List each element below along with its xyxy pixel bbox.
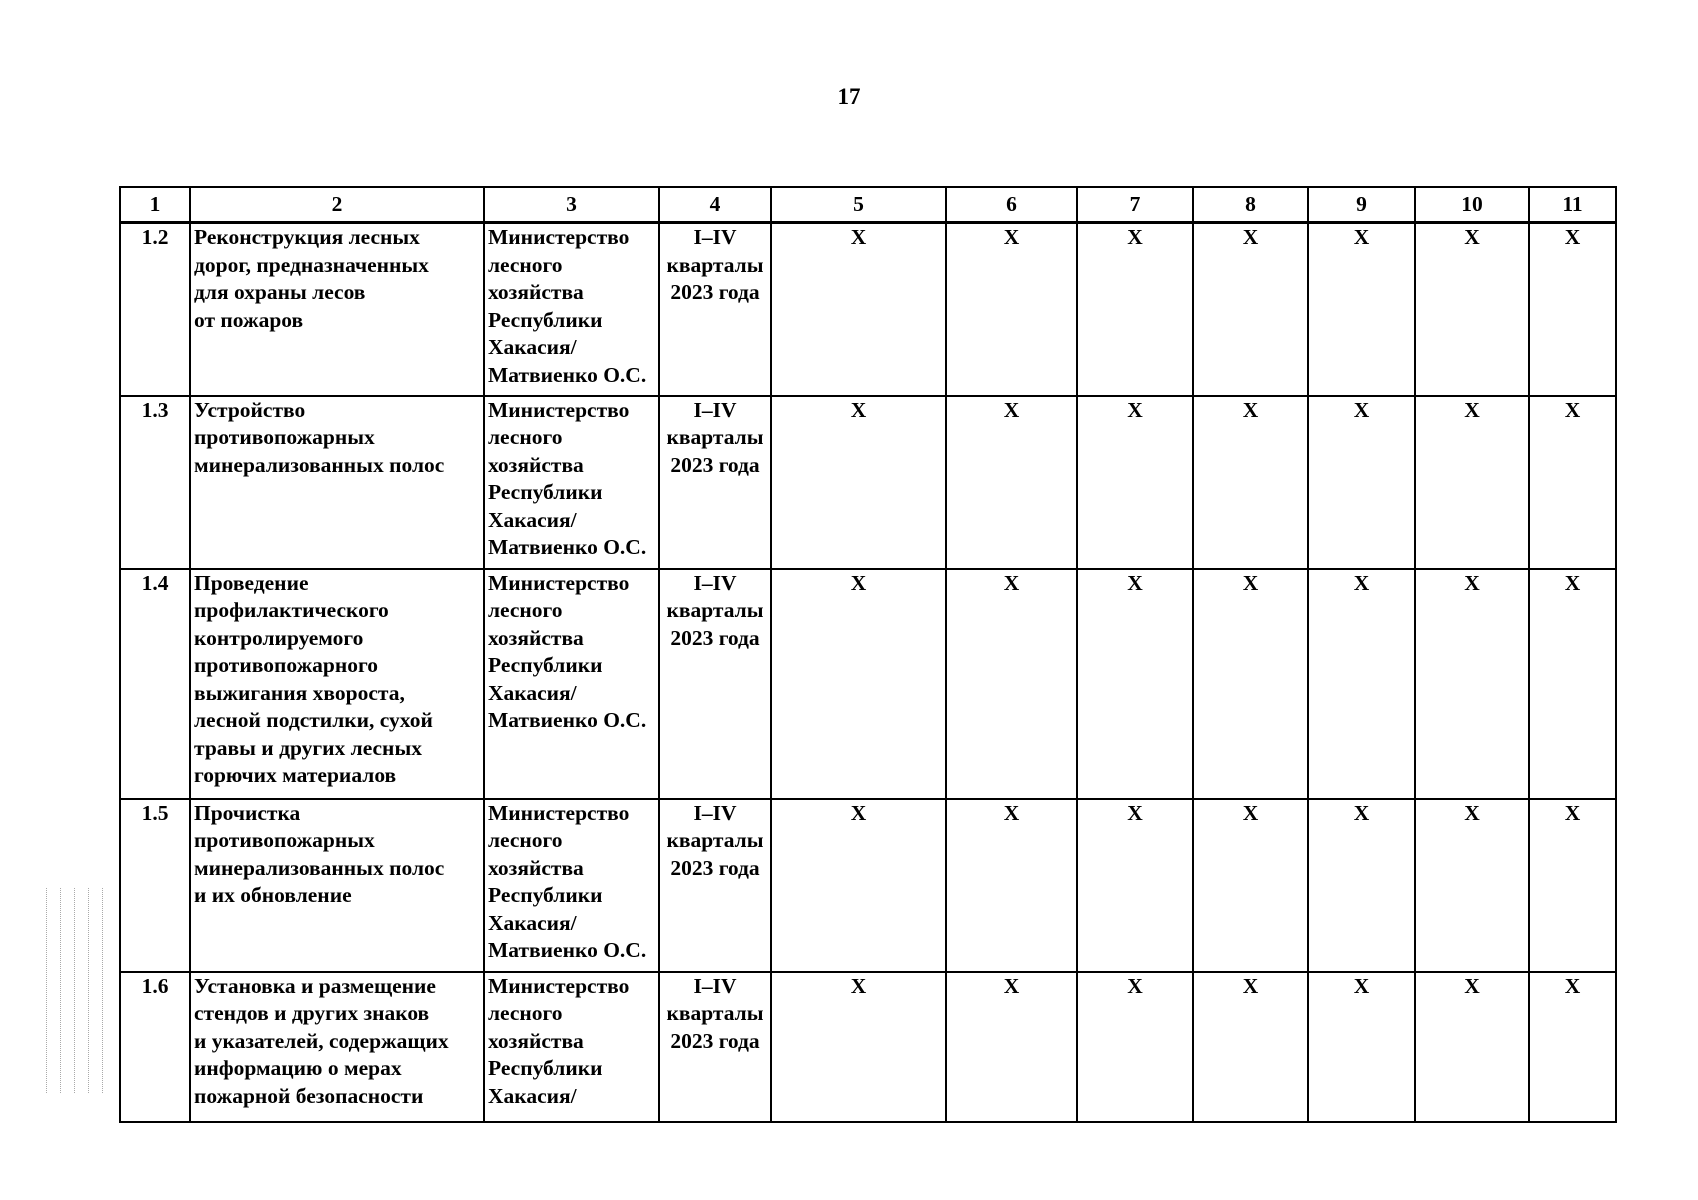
activity-name-line: минерализованных полос [194, 452, 445, 477]
table-row [120, 799, 1616, 972]
activity-name-line: и указателей, содержащих [194, 1028, 449, 1053]
responsible-line: лесного [488, 252, 563, 277]
table-row [120, 569, 1616, 799]
row-number: 1.2 [120, 223, 190, 396]
mark-cell: X [1077, 223, 1193, 396]
period-line: 2023 года [670, 625, 760, 650]
mark-cell: X [1308, 972, 1415, 1122]
responsible-line: лесного [488, 425, 563, 449]
mark-cell: X [1077, 799, 1193, 972]
mark-cell: X [771, 396, 946, 569]
mark-cell: X [946, 223, 1077, 396]
mark-cell: X [1415, 396, 1529, 569]
activity-name-line: травы и других лесных [194, 735, 422, 760]
mark-cell: X [1415, 223, 1529, 396]
period [659, 569, 771, 799]
row-number: 1.3 [120, 396, 190, 569]
header-cell: 1 [120, 187, 190, 223]
activity-name-line: профилактического [194, 598, 389, 622]
activity-name-line: выжигания хвороста, [194, 680, 405, 705]
page-number: 17 [837, 84, 861, 109]
responsible-line: хозяйства [488, 625, 584, 650]
mark-cell: X [946, 569, 1077, 799]
responsible-line: Хакасия/ [488, 335, 577, 359]
mark-cell: X [1193, 223, 1308, 396]
mark-cell: X [1193, 799, 1308, 972]
responsible-line: Министерство [488, 570, 630, 595]
mark-cell: X [771, 972, 946, 1122]
responsible-line: Министерство [488, 800, 630, 825]
mark-cell: X [1193, 972, 1308, 1122]
activity-name-line: для охраны лесов [194, 280, 366, 304]
period [659, 799, 771, 972]
header-cell: 8 [1193, 187, 1308, 223]
responsible-line: Республики [488, 307, 603, 332]
row-number: 1.5 [120, 799, 190, 972]
period [659, 972, 771, 1122]
row-number: 1.4 [120, 569, 190, 799]
responsible-line: Матвиенко О.С. [488, 938, 647, 962]
mark-cell: X [1077, 569, 1193, 799]
header-row [120, 187, 1616, 223]
activity-name [190, 972, 484, 1122]
header-cell: 6 [946, 187, 1077, 223]
responsible [484, 799, 659, 972]
mark-cell: X [1529, 569, 1616, 799]
table-row [120, 972, 1616, 1122]
activity-name-line: дорог, предназначенных [194, 252, 429, 277]
mark-cell: X [1529, 223, 1616, 396]
activity-name-line: пожарной безопасности [194, 1083, 424, 1108]
mark-cell: X [1308, 223, 1415, 396]
period-line: кварталы [666, 598, 764, 622]
mark-cell: X [1308, 799, 1415, 972]
responsible-line: хозяйства [488, 1028, 584, 1053]
activity-name [190, 799, 484, 972]
mark-cell: X [946, 972, 1077, 1122]
responsible-line: Хакасия/ [488, 507, 577, 532]
header-cell: 7 [1077, 187, 1193, 223]
activity-name-line: Устройство [194, 397, 306, 422]
responsible-line: Министерство [488, 225, 630, 249]
activity-name [190, 223, 484, 396]
activity-name-line: противопожарных [194, 425, 375, 449]
activity-name-line: контролируемого [194, 625, 364, 650]
table-row [120, 223, 1616, 396]
activity-name-line: Реконструкция лесных [194, 225, 420, 249]
mark-cell: X [1308, 569, 1415, 799]
responsible [484, 223, 659, 396]
activity-name-line: противопожарных [194, 828, 375, 852]
responsible-line: Министерство [488, 397, 630, 422]
activity-name-line: лесной подстилки, сухой [194, 708, 433, 732]
responsible-line: лесного [488, 828, 563, 852]
responsible-line: Республики [488, 480, 603, 504]
responsible-line: Республики [488, 653, 603, 677]
activity-name-line: и их обновление [194, 883, 352, 907]
responsible [484, 569, 659, 799]
responsible-line: Хакасия/ [488, 680, 577, 705]
period-line: I–IV [693, 570, 737, 595]
period-line: 2023 года [670, 1028, 760, 1053]
responsible [484, 396, 659, 569]
mark-cell: X [1529, 799, 1616, 972]
mark-cell: X [1077, 396, 1193, 569]
table-row [120, 396, 1616, 569]
header-cell: 9 [1308, 187, 1415, 223]
header-cell: 11 [1529, 187, 1616, 223]
activity-name [190, 396, 484, 569]
responsible-line: Матвиенко О.С. [488, 535, 647, 559]
period-line: кварталы [666, 1001, 764, 1025]
period-line: I–IV [693, 973, 737, 998]
responsible-line: хозяйства [488, 280, 584, 304]
responsible [484, 972, 659, 1122]
activity-name-line: Прочистка [194, 800, 301, 825]
period [659, 223, 771, 396]
period-line: 2023 года [670, 452, 760, 477]
period-line: кварталы [666, 828, 764, 852]
header-cell: 3 [484, 187, 659, 223]
period-line: I–IV [693, 225, 737, 249]
responsible-line: Хакасия/ [488, 1083, 577, 1108]
responsible-line: Республики [488, 1056, 603, 1080]
activity-name-line: от пожаров [194, 307, 304, 332]
period-line: кварталы [666, 425, 764, 449]
header-cell: 5 [771, 187, 946, 223]
mark-cell: X [946, 396, 1077, 569]
period-line: 2023 года [670, 280, 760, 304]
activity-name-line: информацию о мерах [194, 1056, 402, 1080]
responsible-line: хозяйства [488, 452, 584, 477]
mark-cell: X [1415, 569, 1529, 799]
table-body [120, 223, 1616, 1122]
responsible-line: хозяйства [488, 855, 584, 880]
mark-cell: X [1308, 396, 1415, 569]
activity-name-line: горючих материалов [194, 763, 397, 787]
mark-cell: X [1529, 972, 1616, 1122]
period-line: 2023 года [670, 855, 760, 880]
mark-cell: X [1193, 569, 1308, 799]
mark-cell: X [1415, 799, 1529, 972]
header-cell: 10 [1415, 187, 1529, 223]
mark-cell: X [1415, 972, 1529, 1122]
period-line: I–IV [693, 397, 737, 422]
responsible-line: Матвиенко О.С. [488, 362, 647, 387]
scan-artifact [38, 888, 110, 1093]
responsible-line: Хакасия/ [488, 910, 577, 935]
mark-cell: X [1193, 396, 1308, 569]
responsible-line: лесного [488, 598, 563, 622]
mark-cell: X [771, 569, 946, 799]
plan-table [119, 186, 1617, 1123]
responsible-line: Республики [488, 883, 603, 907]
responsible-line: Матвиенко О.С. [488, 708, 647, 732]
activity-name-line: Установка и размещение [194, 973, 436, 998]
mark-cell: X [771, 223, 946, 396]
responsible-line: Министерство [488, 973, 630, 998]
activity-name-line: минерализованных полос [194, 855, 445, 880]
mark-cell: X [1529, 396, 1616, 569]
header-cell: 2 [190, 187, 484, 223]
responsible-line: лесного [488, 1001, 563, 1025]
activity-name-line: противопожарного [194, 653, 378, 677]
header-cell: 4 [659, 187, 771, 223]
period-line: I–IV [693, 800, 737, 825]
row-number: 1.6 [120, 972, 190, 1122]
activity-name [190, 569, 484, 799]
mark-cell: X [1077, 972, 1193, 1122]
period-line: кварталы [666, 252, 764, 277]
mark-cell: X [946, 799, 1077, 972]
period [659, 396, 771, 569]
activity-name-line: стендов и других знаков [194, 1001, 430, 1025]
activity-name-line: Проведение [194, 570, 309, 595]
mark-cell: X [771, 799, 946, 972]
